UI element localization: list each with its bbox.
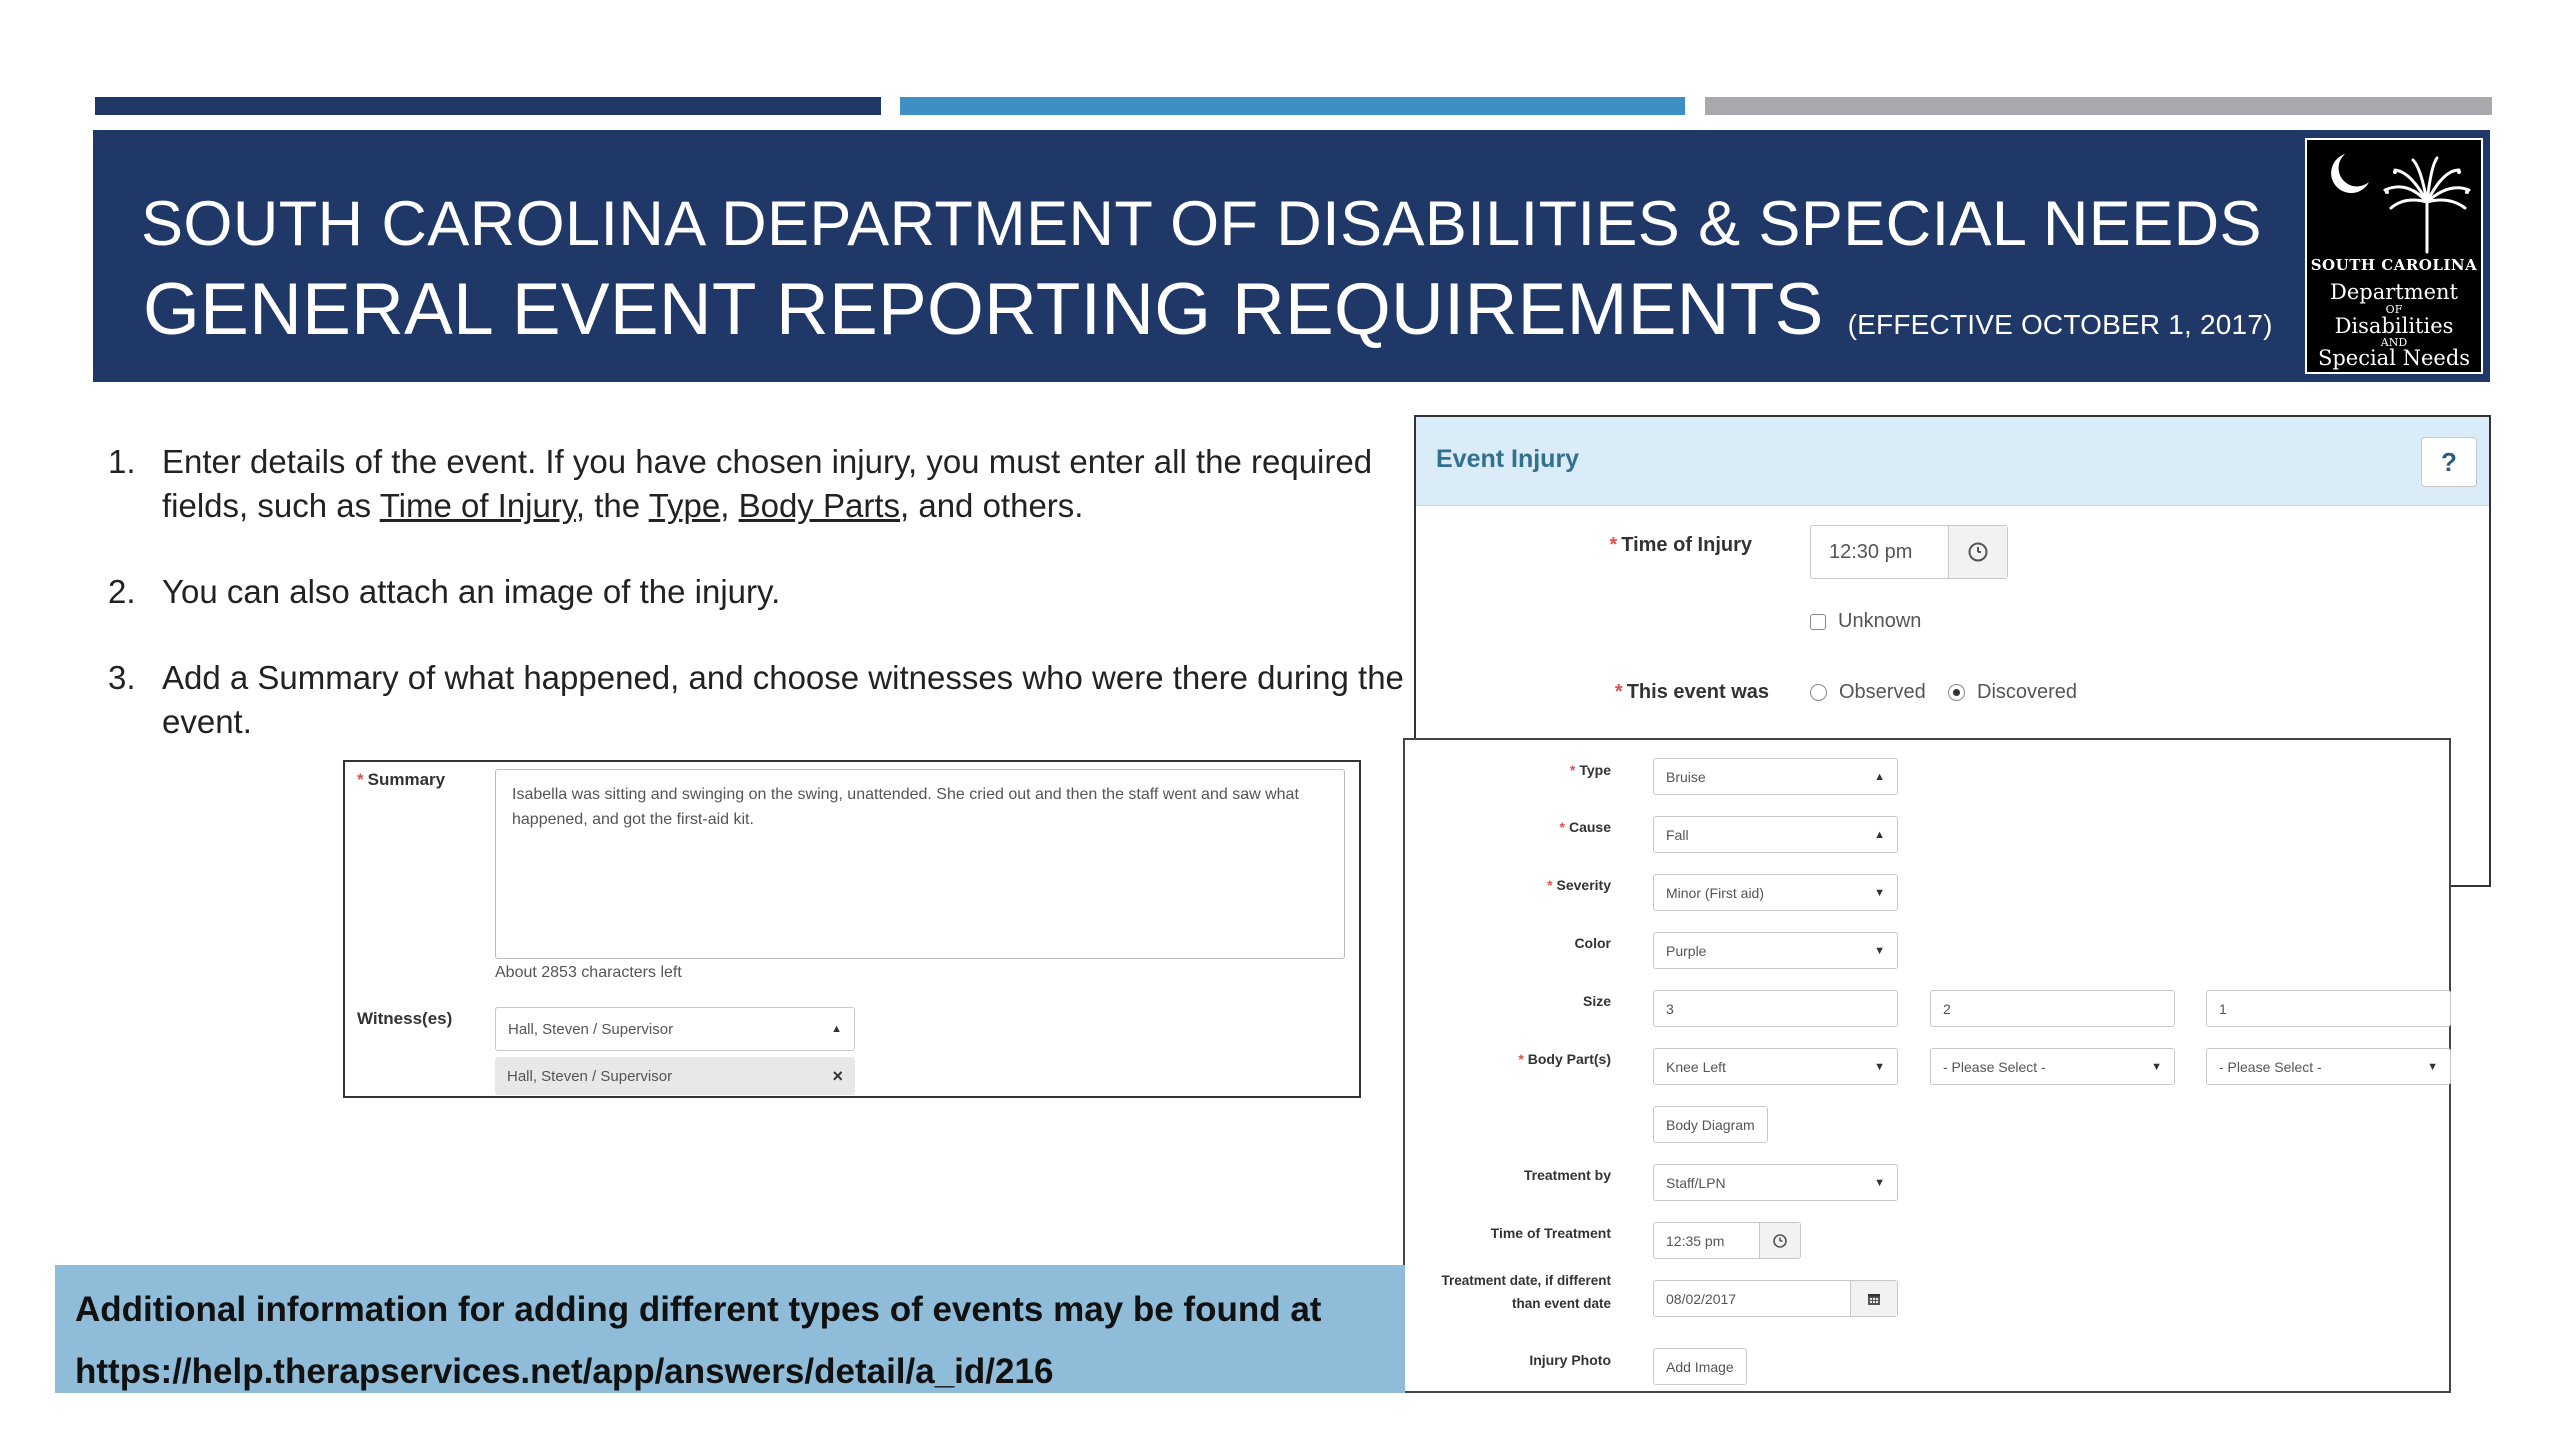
link-body-parts: Body Parts bbox=[738, 487, 901, 524]
radio-icon[interactable] bbox=[1810, 684, 1827, 701]
required-marker: * bbox=[1547, 877, 1553, 893]
required-marker: * bbox=[1518, 1051, 1524, 1067]
required-marker: * bbox=[1609, 534, 1618, 556]
treatment-date-label-line2: than event date bbox=[1511, 1296, 1611, 1311]
body-part-value: - Please Select - bbox=[1943, 1058, 2046, 1075]
required-marker: * bbox=[357, 770, 364, 789]
type-select[interactable] bbox=[1653, 758, 1898, 795]
time-of-treatment-field[interactable] bbox=[1653, 1222, 1801, 1259]
help-url[interactable]: https://help.therapservices.net/app/answers/detail/a_id/216 bbox=[75, 1352, 1054, 1391]
caret-down-icon: ▼ bbox=[2151, 1060, 2162, 1073]
calendar-icon[interactable] bbox=[1850, 1281, 1897, 1316]
treatment-date-label-line1: Treatment date, if different bbox=[1441, 1273, 1611, 1288]
clock-icon[interactable] bbox=[1948, 526, 2007, 578]
color-value: Purple bbox=[1666, 942, 1707, 959]
body-diagram-button[interactable]: Body Diagram bbox=[1653, 1106, 1768, 1143]
required-marker: * bbox=[1614, 681, 1623, 703]
color-select[interactable] bbox=[1653, 932, 1898, 969]
title-line-1: SOUTH CAROLINA DEPARTMENT OF DISABILITIES & SPECIAL NEEDS bbox=[141, 189, 2262, 259]
link-time-of-injury: Time of Injury bbox=[379, 487, 576, 524]
time-of-treatment-value: 12:35 pm bbox=[1666, 1232, 1725, 1249]
discovered-label: Discovered bbox=[1977, 681, 2078, 703]
witness-select-value: Hall, Steven / Supervisor bbox=[508, 1020, 674, 1038]
time-of-injury-value: 12:30 pm bbox=[1829, 540, 1913, 563]
accent-bar-gray bbox=[1705, 97, 2492, 115]
unknown-checkbox[interactable] bbox=[1810, 610, 1921, 633]
help-button[interactable]: ? bbox=[2421, 437, 2477, 487]
instruction-text: Enter details of the event. If you have chosen injury, you must enter all the required fields, such as bbox=[162, 443, 1373, 524]
panel-title: Event Injury bbox=[1436, 445, 1580, 473]
event-was-label bbox=[1615, 681, 1769, 704]
type-value: Bruise bbox=[1666, 768, 1706, 785]
logo-text-special-needs: Special Needs bbox=[2317, 346, 2471, 370]
event-was-label-text: This event was bbox=[1626, 681, 1769, 703]
caret-down-icon: ▼ bbox=[1874, 1176, 1885, 1189]
cause-value: Fall bbox=[1666, 826, 1689, 843]
instruction-text: , bbox=[720, 487, 739, 524]
instruction-text: You can also attach an image of the injury. bbox=[162, 573, 781, 610]
caret-down-icon: ▼ bbox=[1874, 886, 1885, 899]
logo-text-department: Department bbox=[2329, 280, 2458, 304]
remove-icon[interactable]: × bbox=[832, 1065, 843, 1086]
palmetto-moon-icon bbox=[2307, 140, 2481, 260]
treatment-by-select[interactable] bbox=[1653, 1164, 1898, 1201]
severity-select[interactable] bbox=[1653, 874, 1898, 911]
panel-header bbox=[1416, 417, 2489, 506]
cause-label bbox=[1560, 816, 1611, 838]
summary-label-text: Summary bbox=[367, 770, 446, 789]
title-banner bbox=[93, 130, 2490, 382]
severity-label-text: Severity bbox=[1556, 877, 1611, 893]
witness-label: Witness(es) bbox=[357, 1009, 453, 1028]
injury-details-screenshot bbox=[1403, 738, 2451, 1393]
instruction-item-1 bbox=[108, 440, 1408, 528]
treatment-date-value: 08/02/2017 bbox=[1666, 1290, 1737, 1307]
instruction-text: , and others. bbox=[900, 487, 1084, 524]
time-of-injury-label bbox=[1609, 534, 1752, 557]
size-label: Size bbox=[1582, 993, 1611, 1009]
instruction-item-2 bbox=[108, 570, 1408, 614]
instruction-number: 2. bbox=[108, 573, 136, 610]
effective-date: (EFFECTIVE OCTOBER 1, 2017) bbox=[1847, 309, 2273, 340]
caret-up-icon: ▲ bbox=[1874, 828, 1885, 841]
body-part-select-2[interactable] bbox=[1930, 1048, 2175, 1085]
caret-up-icon: ▲ bbox=[1874, 770, 1885, 783]
characters-left: About 2853 characters left bbox=[495, 964, 682, 981]
color-label: Color bbox=[1574, 935, 1611, 951]
instruction-number: 3. bbox=[108, 659, 136, 696]
link-type: Type bbox=[648, 487, 721, 524]
required-marker: * bbox=[1559, 819, 1565, 835]
add-image-button[interactable]: Add Image bbox=[1653, 1348, 1747, 1385]
time-of-injury-field[interactable] bbox=[1810, 525, 2008, 579]
injury-photo-label: Injury Photo bbox=[1529, 1352, 1611, 1368]
size-input-3[interactable]: 1 bbox=[2206, 990, 2451, 1027]
summary-label bbox=[357, 770, 445, 790]
caret-down-icon: ▼ bbox=[2427, 1060, 2438, 1073]
body-part-select-3[interactable] bbox=[2206, 1048, 2451, 1085]
type-label-text: Type bbox=[1579, 762, 1611, 778]
caret-down-icon: ▼ bbox=[1874, 1060, 1885, 1073]
severity-label bbox=[1547, 874, 1611, 896]
time-of-injury-label-text: Time of Injury bbox=[1621, 534, 1752, 556]
body-part-value: Knee Left bbox=[1666, 1058, 1726, 1075]
type-label bbox=[1570, 759, 1611, 781]
radio-selected-icon[interactable] bbox=[1948, 684, 1965, 701]
size-input-1[interactable]: 3 bbox=[1653, 990, 1898, 1027]
cause-label-text: Cause bbox=[1568, 819, 1611, 835]
info-text: Additional information for adding different types of events may be found at bbox=[75, 1290, 1322, 1329]
body-parts-label-text: Body Part(s) bbox=[1527, 1051, 1611, 1067]
logo-text-and: AND bbox=[2380, 336, 2408, 349]
treatment-by-value: Staff/LPN bbox=[1666, 1174, 1726, 1191]
body-parts-label bbox=[1518, 1048, 1611, 1070]
accent-bar-blue bbox=[900, 97, 1685, 115]
instruction-text: , the bbox=[575, 487, 649, 524]
logo-text-disabilities: Disabilities bbox=[2334, 314, 2454, 338]
checkbox-icon[interactable] bbox=[1810, 614, 1826, 630]
ddsn-logo bbox=[2305, 138, 2483, 374]
instruction-text: Add a Summary of what happened, and choose witnesses who were there during the event. bbox=[162, 659, 1404, 740]
instruction-item-3 bbox=[108, 656, 1408, 744]
treatment-date-field[interactable] bbox=[1653, 1280, 1898, 1317]
cause-select[interactable] bbox=[1653, 816, 1898, 853]
body-part-select-1[interactable] bbox=[1653, 1048, 1898, 1085]
witness-tag bbox=[495, 1057, 855, 1095]
required-marker: * bbox=[1569, 762, 1576, 778]
time-of-treatment-label: Time of Treatment bbox=[1490, 1225, 1611, 1241]
accent-bar-navy bbox=[95, 97, 881, 115]
unknown-label: Unknown bbox=[1838, 610, 1922, 632]
treatment-date-label bbox=[1441, 1269, 1611, 1315]
severity-value: Minor (First aid) bbox=[1666, 884, 1765, 901]
treatment-by-label: Treatment by bbox=[1523, 1167, 1611, 1183]
size-input-2[interactable]: 2 bbox=[1930, 990, 2175, 1027]
instruction-number: 1. bbox=[108, 443, 136, 480]
logo-text-sc: SOUTH CAROLINA bbox=[2310, 256, 2478, 274]
body-part-value: - Please Select - bbox=[2219, 1058, 2322, 1075]
summary-form-screenshot bbox=[343, 760, 1361, 1098]
witness-tag-label: Hall, Steven / Supervisor bbox=[507, 1067, 673, 1085]
summary-textarea[interactable]: Isabella was sitting and swinging on the swing, unattended. She cried out and then the staff went and saw what happened, and got the first-aid kit. bbox=[495, 769, 1345, 959]
title-line-2-wrap bbox=[143, 268, 2273, 351]
clock-icon[interactable] bbox=[1759, 1223, 1800, 1258]
additional-info-box bbox=[55, 1265, 1405, 1393]
observed-radio[interactable] bbox=[1810, 681, 1926, 704]
caret-up-icon: ▲ bbox=[831, 1023, 842, 1035]
instruction-list bbox=[108, 440, 1408, 786]
title-line-2: GENERAL EVENT REPORTING REQUIREMENTS bbox=[143, 269, 1824, 350]
discovered-radio[interactable] bbox=[1948, 681, 2077, 704]
witness-select[interactable] bbox=[495, 1007, 855, 1051]
observed-label: Observed bbox=[1839, 681, 1926, 703]
logo-text-of: OF bbox=[2385, 303, 2403, 316]
caret-down-icon: ▼ bbox=[1874, 944, 1885, 957]
